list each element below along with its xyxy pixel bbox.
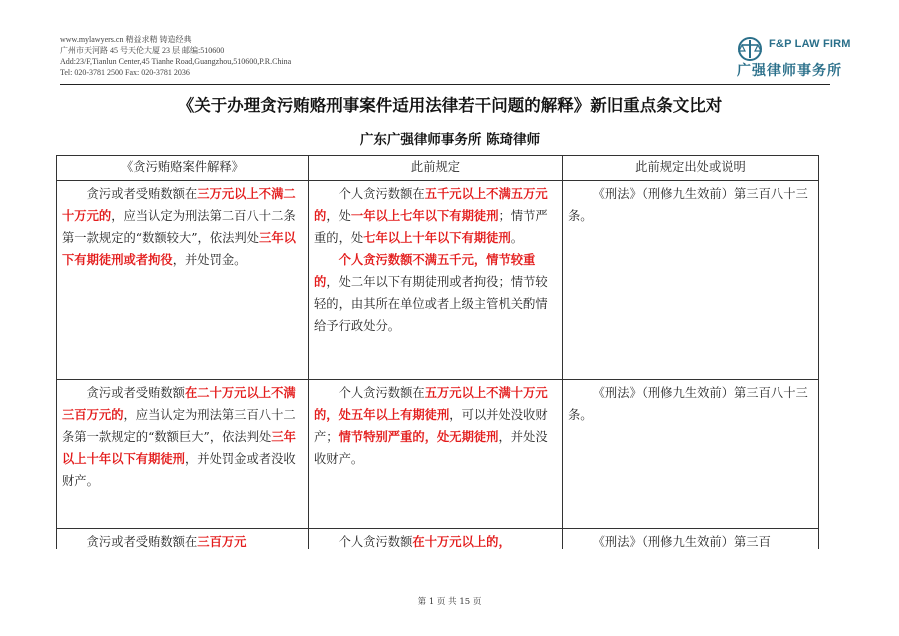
body-text: 。 — [510, 231, 524, 245]
highlighted-text: 一年以上七年以下有期徒刑 — [350, 209, 499, 223]
body-text: ，应当认定为刑法第三百八十二条第一款规定的“数额巨大”，依法判处 — [62, 408, 296, 444]
table-row — [57, 380, 819, 529]
page-number: 第 1 页 共 15 页 — [417, 597, 482, 607]
column-header-old: 此前规定 — [309, 156, 563, 181]
highlighted-text: 七年以上十年以下有期徒刑 — [363, 231, 511, 245]
body-text: ，并处罚金。 — [172, 253, 247, 267]
highlighted-text: 五千元以上不满五万元的 — [314, 187, 548, 223]
highlighted-text: 五万元以上不满十万元的，处五年以上有期徒刑 — [314, 386, 548, 422]
firm-contact-block — [60, 34, 530, 78]
highlighted-text: 在二十万元以上不满三百万元的 — [62, 386, 296, 422]
contact-line: Add:23/F,Tianlun Center,45 Tianhe Road,Guangzhou,510600,P.R.China — [60, 57, 292, 66]
body-text: ；情节严重的，处 — [314, 209, 548, 245]
firm-logo — [735, 34, 875, 80]
body-text: 个人贪污数额 — [338, 535, 413, 549]
body-text: 贪污或者受贿数额在 — [86, 535, 198, 549]
rich-paragraph — [314, 382, 557, 470]
body-text: 个人贪污数额在 — [338, 386, 425, 400]
rich-paragraph — [314, 183, 557, 249]
header-divider — [60, 84, 830, 85]
body-text: 贪污或者受贿数额在 — [86, 187, 198, 201]
source-text: 《刑法》（刑修九生效前）第三百 — [592, 535, 771, 549]
contact-line: Tel: 020-3781 2500 Fax: 020-3781 2036 — [60, 68, 190, 77]
table-row — [57, 181, 819, 380]
highlighted-text: 在十万元以上的， — [412, 535, 511, 549]
rich-paragraph — [62, 183, 303, 271]
cell-new-rule — [57, 380, 309, 529]
cell-new-rule — [57, 181, 309, 380]
body-text: ，并处罚金或者没收财产。 — [62, 452, 296, 488]
source-text: 《刑法》（刑修九生效前）第三百八十三条。 — [568, 386, 808, 422]
body-text: ，处二年以下有期徒刑或者拘役；情节较轻的，由其所在单位或者上级主管机关酌情给予行政处分。 — [314, 275, 548, 333]
column-header-source: 此前规定出处或说明 — [563, 156, 819, 181]
document-title: 《关于办理贪污贿赂刑事案件适用法律若干问题的解释》新旧重点条文比对 — [177, 96, 723, 115]
contact-line: www.mylawyers.cn 精益求精 铸造经典 — [60, 35, 192, 44]
contact-line: 广州市天河路 45 号天伦大厦 23 层 邮编:510600 — [60, 46, 225, 55]
highlighted-text: 三年以下有期徒刑或者拘役 — [62, 231, 296, 267]
cell-source — [563, 380, 819, 529]
cell-source — [563, 181, 819, 380]
body-text: ，处 — [326, 209, 351, 223]
page-bottom-area — [0, 549, 899, 636]
highlighted-text: 三百万元 — [197, 535, 247, 549]
body-text: ，应当认定为刑法第二百八十二条第一款规定的“数额较大”，依法判处 — [62, 209, 296, 245]
logo-english-name: F&P LAW FIRM — [769, 38, 851, 50]
comparison-table — [56, 155, 819, 554]
source-text: 《刑法》（刑修九生效前）第三百八十三条。 — [568, 187, 808, 223]
highlighted-text: 个人贪污数额不满五千元，情节较重的 — [314, 253, 536, 289]
body-text: 贪污或者受贿数额 — [86, 386, 185, 400]
logo-chinese-name: 广强律师事务所 — [737, 63, 842, 79]
body-text: ，并处没收财产。 — [314, 430, 548, 466]
cell-old-rule — [309, 181, 563, 380]
highlighted-text: 情节特别严重的，处无期徒刑 — [338, 430, 499, 444]
scales-logo-icon — [735, 36, 765, 62]
table-header-row — [57, 156, 819, 181]
document-author: 广东广强律师事务所 陈琦律师 — [359, 132, 541, 148]
rich-paragraph — [62, 382, 303, 492]
highlighted-text: 三年以上十年以下有期徒刑 — [62, 430, 296, 466]
column-header-new: 《贪污贿赂案件解释》 — [57, 156, 309, 181]
highlighted-text: 三万元以上不满二十万元的 — [62, 187, 296, 223]
rich-paragraph — [314, 249, 557, 337]
body-text: ，可以并处没收财产； — [314, 408, 548, 444]
cell-old-rule — [309, 380, 563, 529]
body-text: 个人贪污数额在 — [338, 187, 425, 201]
